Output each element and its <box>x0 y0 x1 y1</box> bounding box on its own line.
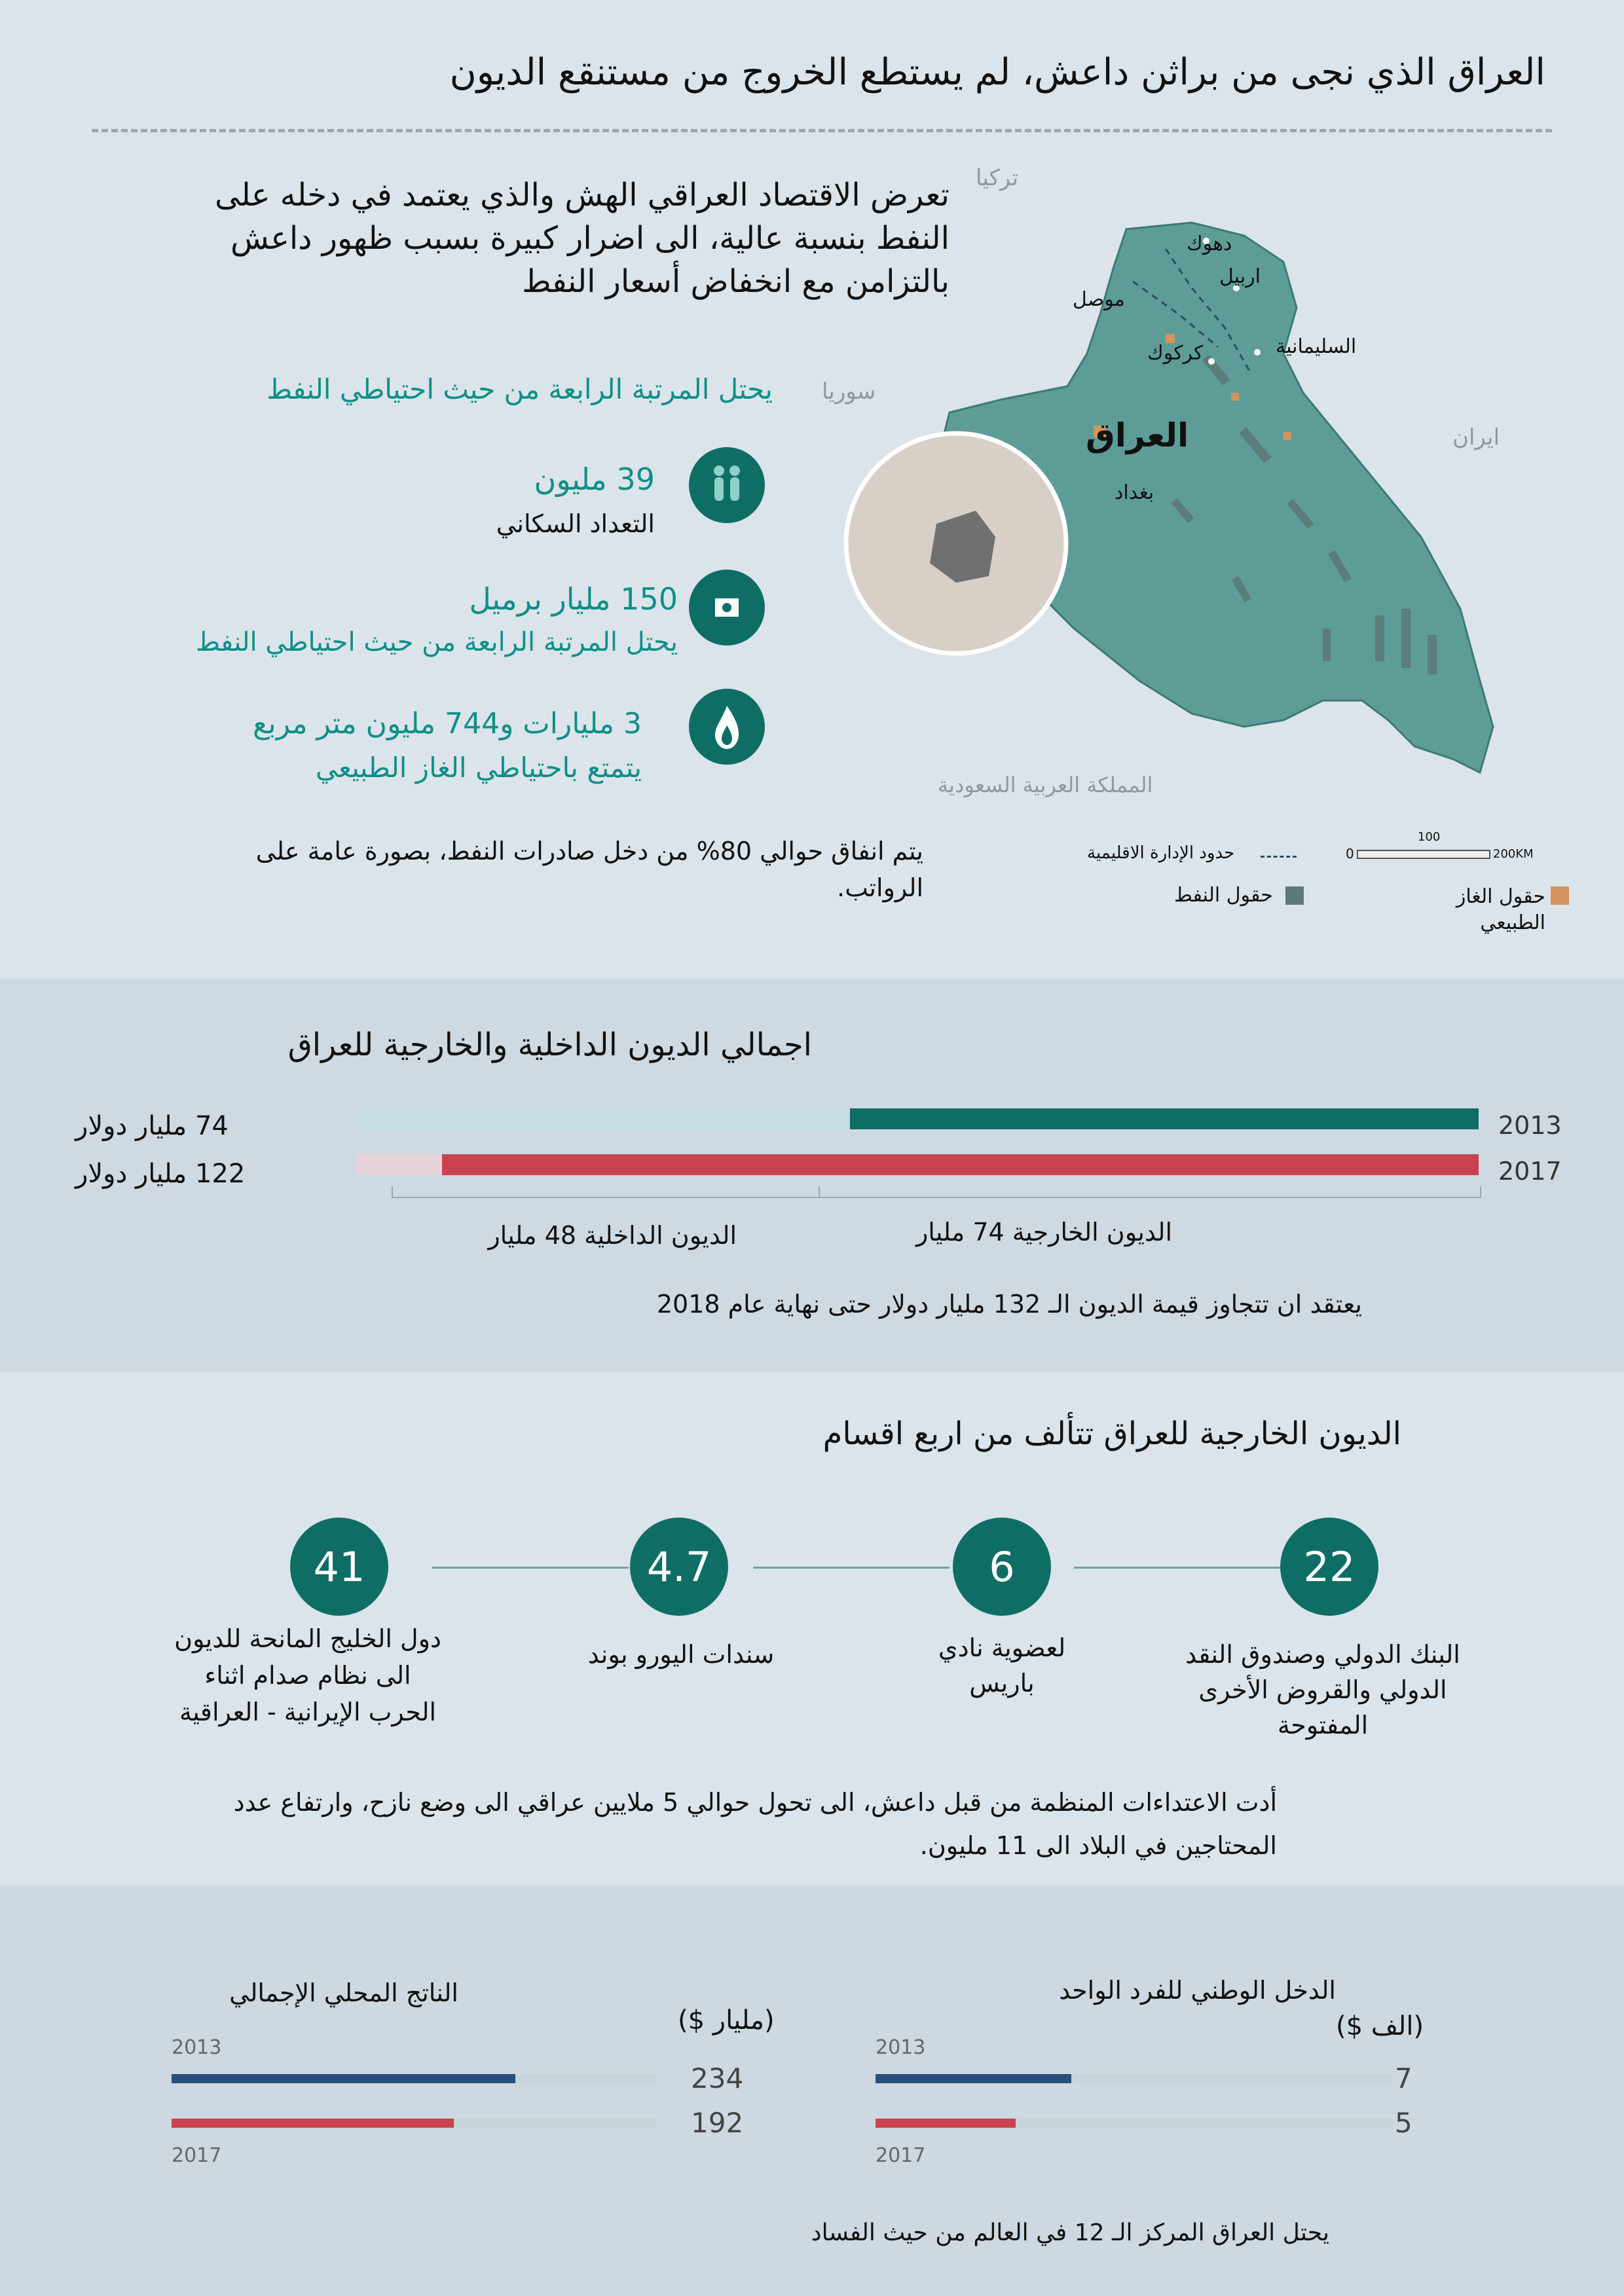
oil-rank-heading: يحتل المرتبة الرابعة من حيث احتياطي النفط <box>267 373 773 405</box>
intro-line: بالتزامن مع انخفاض أسعار النفط <box>522 263 950 300</box>
income-bar-2013 <box>876 2074 1071 2083</box>
debt-part-circle-41: 41 <box>290 1518 388 1616</box>
map-label-sulaymaniyah: السليمانية <box>1276 335 1357 358</box>
debt-heading: اجمالي الديون الداخلية والخارجية للعراق <box>287 1027 812 1063</box>
gas-reserves-label: يتمتع باحتياطي الغاز الطبيعي <box>315 752 642 784</box>
oil-spending-note <box>164 833 923 906</box>
income-value-2017: 5 <box>1395 2107 1412 2139</box>
internal-debt-label: الديون الداخلية 48 مليار <box>488 1221 737 1250</box>
legend-scale-bar <box>1357 850 1490 859</box>
map-label-iran: ايران <box>1452 424 1500 450</box>
gdp-unit: (مليار $) <box>678 2005 775 2035</box>
label-line: دول الخليج المانحة للديون <box>174 1624 441 1653</box>
debt-year-2017: 2017 <box>1498 1157 1562 1186</box>
gdp-bar-2013 <box>172 2074 515 2083</box>
label-line: البنك الدولي وصندوق النقد <box>1185 1640 1460 1669</box>
legend-borders-swatch <box>1261 856 1297 858</box>
debt-part-label-41 <box>151 1620 465 1730</box>
oil-reserves-label: يحتل المرتبة الرابعة من حيث احتياطي النفط <box>196 627 678 657</box>
note-line: أدت الاعتداءات المنظمة من قبل داعش، الى تحول حوالي 5 ملايين عراقي الى وضع نازح، وارتفاع عدد <box>233 1788 1277 1817</box>
label-line: باريس <box>969 1669 1035 1698</box>
scale-label-100: 100 <box>1418 830 1441 844</box>
connector-line <box>432 1567 629 1569</box>
external-heading: الديون الخارجية للعراق تتألف من اربع اقسام <box>822 1415 1401 1452</box>
label-line: الدولي والقروض الأخرى <box>1198 1675 1447 1704</box>
people-icon <box>689 447 765 523</box>
gdp-year-2013: 2013 <box>172 2036 222 2059</box>
debt-bracket-divider <box>819 1186 820 1198</box>
scale-label-200: 200KM <box>1493 847 1534 861</box>
debt-bracket <box>392 1186 1481 1198</box>
gdp-bar-2017 <box>172 2119 454 2128</box>
corruption-note: يحتل العراق المركز الـ 12 في العالم من حيث الفساد <box>811 2219 1329 2246</box>
title-divider <box>92 129 1552 132</box>
intro-line: تعرض الاقتصاد العراقي الهش والذي يعتمد في دخله على <box>214 177 950 213</box>
map-label-syria: سوريا <box>822 378 876 405</box>
gas-flame-icon <box>689 689 765 765</box>
debt-amount-2017: 122 مليار دولار <box>75 1159 246 1189</box>
debt-year-2013: 2013 <box>1498 1111 1562 1140</box>
debt-bar-2017 <box>442 1154 1479 1175</box>
label-line: سندات اليورو بوند <box>587 1640 775 1669</box>
note-line: المحتاجين في البلاد الى 11 مليون. <box>919 1831 1277 1860</box>
legend-gas-label <box>1414 884 1545 936</box>
income-unit: (الف $) <box>1336 2011 1424 2041</box>
income-year-2017: 2017 <box>876 2144 926 2167</box>
legend-gas-swatch <box>1551 886 1569 905</box>
legend-oil-label: حقول النفط <box>1174 884 1273 907</box>
gdp-value-2013: 234 <box>691 2062 744 2094</box>
external-debt-label: الديون الخارجية 74 مليار <box>915 1218 1172 1247</box>
debt-part-circle-22: 22 <box>1280 1518 1378 1616</box>
note-line: الرواتب. <box>837 873 923 902</box>
gas-reserves-value: 3 مليارات و744 مليون متر مربع <box>253 707 642 740</box>
label-line: الحرب الإيرانية - العراقية <box>179 1698 437 1726</box>
label-line: المفتوحة <box>1277 1711 1369 1740</box>
map-label-duhok: دهوك <box>1187 232 1232 255</box>
oil-barrel-icon <box>689 570 765 646</box>
page-title: العراق الذي نجى من براثن داعش، لم يستطع الخروج من مستنقع الديون <box>449 51 1545 94</box>
debt-part-label-22 <box>1159 1637 1486 1743</box>
legend-oil-swatch <box>1285 886 1304 905</box>
map-label-baghdad: بغداد <box>1115 481 1154 504</box>
label-line: الى نظام صدام اثناء <box>204 1661 411 1690</box>
debt-part-label-4-7 <box>557 1637 805 1672</box>
debt-bar-2013 <box>850 1108 1479 1129</box>
income-value-2013: 7 <box>1395 2062 1412 2094</box>
gdp-title: الناتج المحلي الإجمالي <box>229 1978 458 2007</box>
connector-line <box>1074 1567 1283 1569</box>
legend-gas-line: الطبيعي <box>1480 911 1545 934</box>
legend-gas-line: حقول الغاز <box>1456 885 1545 908</box>
gdp-year-2017: 2017 <box>172 2144 222 2167</box>
population-label: التعداد السكاني <box>496 509 655 538</box>
debt-part-circle-4-7: 4.7 <box>630 1518 728 1616</box>
map-label-iraq: العراق <box>1086 416 1189 454</box>
map-label-erbil: اربيل <box>1219 265 1261 288</box>
oil-reserves-value: 150 مليار برميل <box>469 581 678 617</box>
iraq-map <box>825 157 1578 845</box>
debt-amount-2013: 74 مليار دولار <box>75 1111 229 1141</box>
connector-line <box>753 1567 950 1569</box>
map-label-saudi: المملكة العربية السعودية <box>938 773 1153 797</box>
map-label-mosul: موصل <box>1073 288 1125 311</box>
label-line: لعضوية نادي <box>938 1633 1066 1662</box>
debt-forecast: يعتقد ان تتجاوز قيمة الديون الـ 132 مليار دولار حتى نهاية عام 2018 <box>656 1290 1362 1319</box>
debt-part-circle-6: 6 <box>953 1518 1051 1616</box>
note-line: يتم انفاق حوالي 80% من دخل صادرات النفط، بصورة عامة على <box>255 837 923 866</box>
income-bar-2017 <box>876 2119 1016 2128</box>
scale-label-0: 0 <box>1346 846 1354 862</box>
intro-line: النفط بنسبة عالية، الى اضرار كبيرة بسبب ظهور داعش <box>231 220 950 257</box>
map-label-turkey: تركيا <box>976 165 1019 191</box>
income-year-2013: 2013 <box>876 2036 926 2059</box>
gdp-value-2017: 192 <box>691 2107 744 2139</box>
population-value: 39 مليون <box>534 462 655 497</box>
map-label-kirkuk: كركوك <box>1147 342 1204 365</box>
income-title: الدخل الوطني للفرد الواحد <box>1059 1976 1336 2005</box>
legend-borders-label: حدود الإدارة الاقليمية <box>1087 843 1235 863</box>
displacement-note <box>183 1781 1277 1867</box>
debt-part-label-6 <box>871 1630 1133 1701</box>
